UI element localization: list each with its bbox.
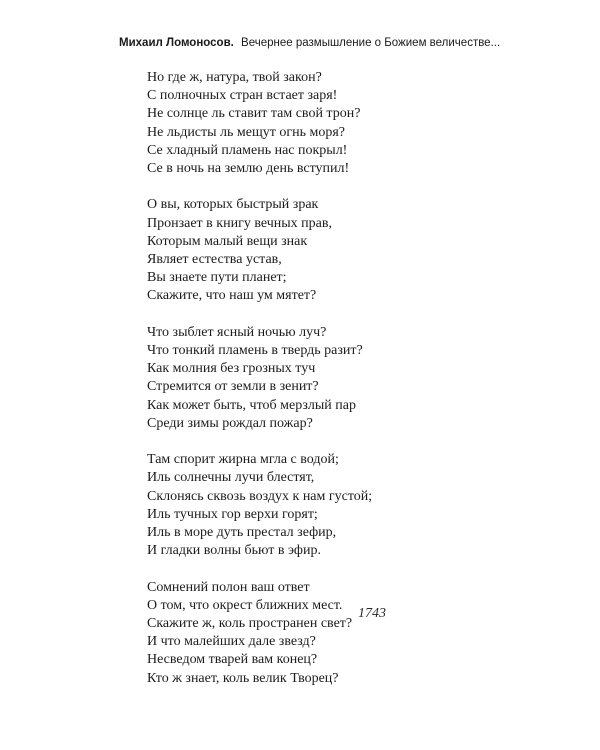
poem-line: Се в ночь на землю день вступил! [147,161,350,177]
poem-line: Сомнений полон ваш ответ [147,579,310,595]
poem-line: Что тонкий пламень в твердь разит? [147,343,363,359]
stanza-4 [147,451,447,560]
stanza-2 [147,196,447,305]
poem-line: И гладки волны бьют в эфир. [147,543,321,559]
poem-line: Кто ж знает, коль велик Творец? [147,670,339,686]
poem-line: Пронзает в книгу вечных прав, [147,215,332,231]
poem-line: Но где ж, натура, твой закон? [147,70,322,85]
poem-body [147,69,447,688]
stanza-3 [147,324,447,433]
poem-line: Се хладный пламень нас покрыл! [147,142,348,158]
poem-line: Скажите ж, коль пространен свет? [147,616,353,632]
poem-line: О том, что окрест ближних мест. [147,597,343,613]
poem-line: Среди зимы рождал пожар? [147,415,313,431]
running-header [119,37,500,49]
poem-line: И что малейших дале звезд? [147,634,316,650]
poem-line: Как молния без грозных туч [147,361,316,377]
poem-line: О вы, которых быстрый зрак [147,197,319,213]
poem-line: Вы знаете пути планет; [147,270,287,286]
header-title: Вечернее размышление о Божием величестве... [241,37,501,49]
poem-line: Несведом тварей вам конец? [147,652,318,668]
poem-line: Склонясь сквозь воздух к нам густой; [147,488,373,504]
poem-line: Иль тучных гор верхи горят; [147,506,318,522]
poem-date: 1743 [358,606,386,621]
poem-line: Являет естества устав, [147,252,282,268]
poem-line: Что зыблет ясный ночью луч? [147,324,327,340]
poem-line: Иль солнечны лучи блестят, [147,470,315,486]
stanza-5 [147,579,447,688]
stanza-1 [147,69,447,178]
poem-line: Стремится от земли в зенит? [147,379,319,395]
poem-line: С полночных стран встает заря! [147,88,338,104]
header-author: Михаил Ломоносов. [119,37,234,49]
poem-line: Не солнце ль ставит там свой трон? [147,106,361,122]
poem-line: Не льдисты ль мещут огнь моря? [147,124,346,140]
poem-line: Там спорит жирна мгла с водой; [147,452,339,468]
poem-line: Которым малый вещи знак [147,233,308,249]
poem-line: Иль в море дуть престал зефир, [147,525,337,541]
poem-line: Скажите, что наш ум мятет? [147,288,317,304]
poem-line: Как может быть, чтоб мерзлый пар [147,397,356,413]
